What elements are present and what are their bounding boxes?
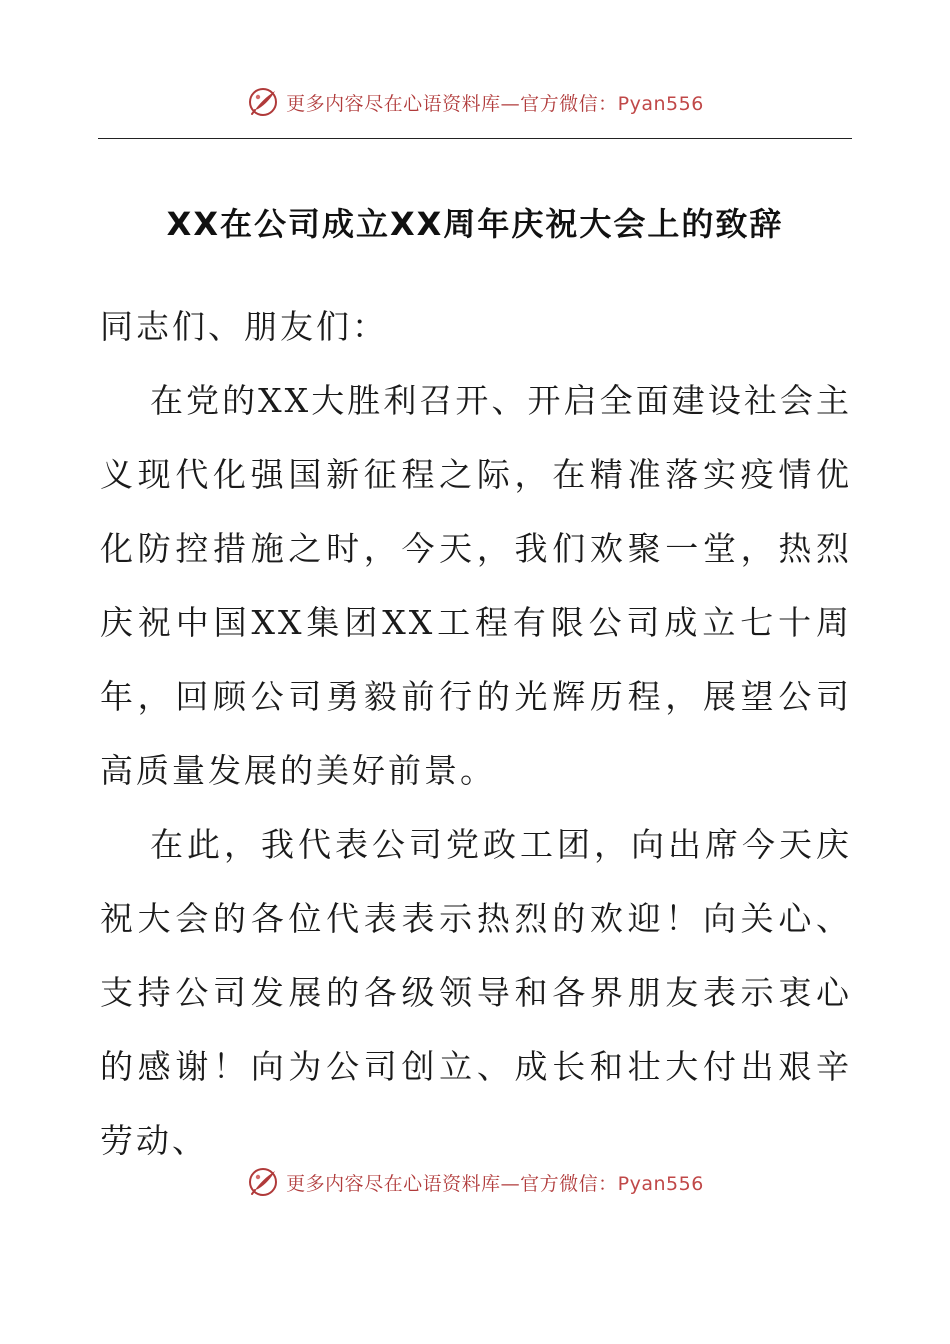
footer-banner xyxy=(0,1162,950,1202)
banner-wechat-id: Pyan556 xyxy=(617,92,704,115)
salutation: 同志们、朋友们： xyxy=(100,307,388,346)
header-divider xyxy=(98,138,852,139)
banner-wechat-id: Pyan556 xyxy=(617,1172,704,1195)
quill-pen-logo-icon xyxy=(246,1165,280,1199)
paragraph-1: 在党的XX大胜利召开、开启全面建设社会主义现代化强国新征程之际，在精准落实疫情优化防控措施之时，今天，我们欢聚一堂，热烈庆祝中国XX集团XX工程有限公司成立七十周年，回顾公司勇毅前行的光辉历程，展望公司高质量发展的美好前景。 xyxy=(100,381,852,790)
document-title: XX在公司成立XX周年庆祝大会上的致辞 xyxy=(166,205,784,243)
paragraph-2: 在此，我代表公司党政工团，向出席今天庆祝大会的各位代表表示热烈的欢迎！向关心、支持公司发展的各级领导和各界朋友表示衷心的感谢！向为公司创立、成长和壮大付出艰辛劳动、 xyxy=(100,825,852,1160)
document-body xyxy=(100,290,852,1178)
banner-text xyxy=(286,89,704,116)
quill-pen-logo-icon xyxy=(246,85,280,119)
banner-label: 更多内容尽在心语资料库—官方微信： xyxy=(286,92,618,115)
banner-text xyxy=(286,1169,704,1196)
header-banner xyxy=(0,82,950,122)
banner-label: 更多内容尽在心语资料库—官方微信： xyxy=(286,1172,618,1195)
